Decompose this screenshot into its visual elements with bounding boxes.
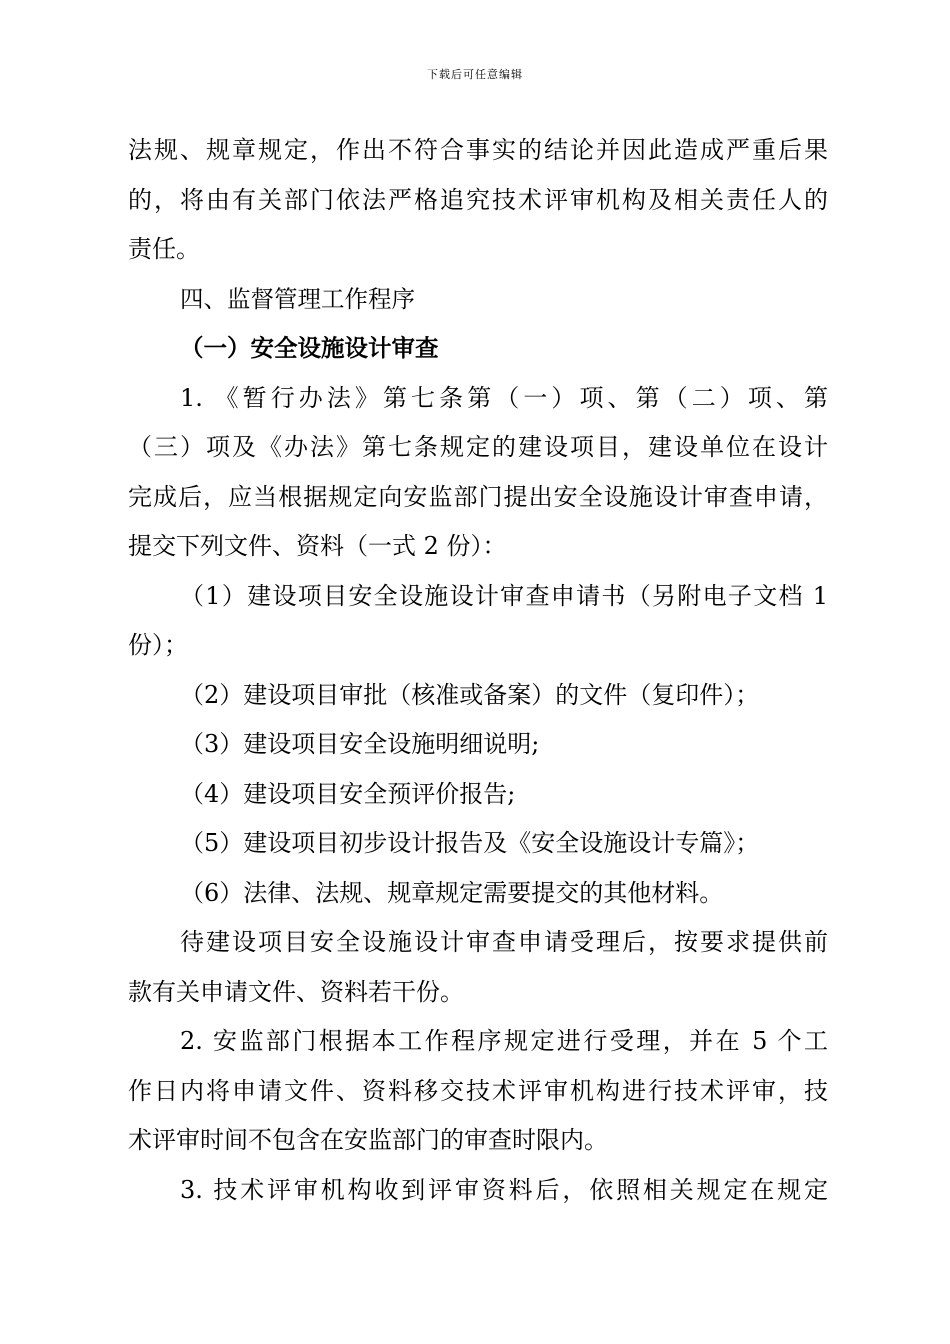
paragraph-line: 完成后，应当根据规定向安监部门提出安全设施设计审查申请， xyxy=(128,482,828,511)
list-item-continuation: 份）； xyxy=(128,631,188,659)
list-item: （3）建设项目安全设施明细说明; xyxy=(180,730,540,758)
paragraph-line: 的，将由有关部门依法严格追究技术评审机构及相关责任人的 xyxy=(128,185,828,214)
subsection-heading: （一）安全设施设计审查 xyxy=(180,334,439,362)
list-item: （4）建设项目安全预评价报告; xyxy=(180,779,516,808)
paragraph-line: 2. 安监部门根据本工作程序规定进行受理，并在 5 个工 xyxy=(180,1027,828,1055)
paragraph-line: 法规、规章规定，作出不符合事实的结论并因此造成严重后果 xyxy=(128,136,828,164)
list-item: （1）建设项目安全设施设计审查申请书（另附电子文档 1 xyxy=(180,581,828,610)
paragraph-line: 3. 技术评审机构收到评审资料后，依照相关规定在规定 xyxy=(180,1175,828,1204)
list-item: （6）法律、法规、规章规定需要提交的其他材料。 xyxy=(180,878,724,907)
paragraph-line: 提交下列文件、资料（一式 2 份）： xyxy=(128,532,507,560)
paragraph-line: 术评审时间不包含在安监部门的审查时限内。 xyxy=(128,1126,608,1154)
paragraph-line: 待建设项目安全设施设计审查申请受理后，按要求提供前 xyxy=(180,928,828,956)
page-header: 下载后可任意编辑 xyxy=(427,68,523,81)
section-heading: 四、监督管理工作程序 xyxy=(180,284,415,313)
document-body xyxy=(128,126,828,1215)
paragraph-line: 作日内将申请文件、资料移交技术评审机构进行技术评审，技 xyxy=(128,1076,828,1105)
list-item: （5）建设项目初步设计报告及《安全设施设计专篇》； xyxy=(180,829,760,857)
paragraph-line: 责任。 xyxy=(128,235,200,263)
paragraph-line: 1. 《暂行办法》第七条第（一）项、第（二）项、第 xyxy=(180,383,828,412)
paragraph-line: 款有关申请文件、资料若干份。 xyxy=(128,977,464,1006)
paragraph-line: （三）项及《办法》第七条规定的建设项目，建设单位在设计 xyxy=(128,433,828,461)
list-item: （2）建设项目审批（核准或备案）的文件（复印件）； xyxy=(180,680,760,709)
